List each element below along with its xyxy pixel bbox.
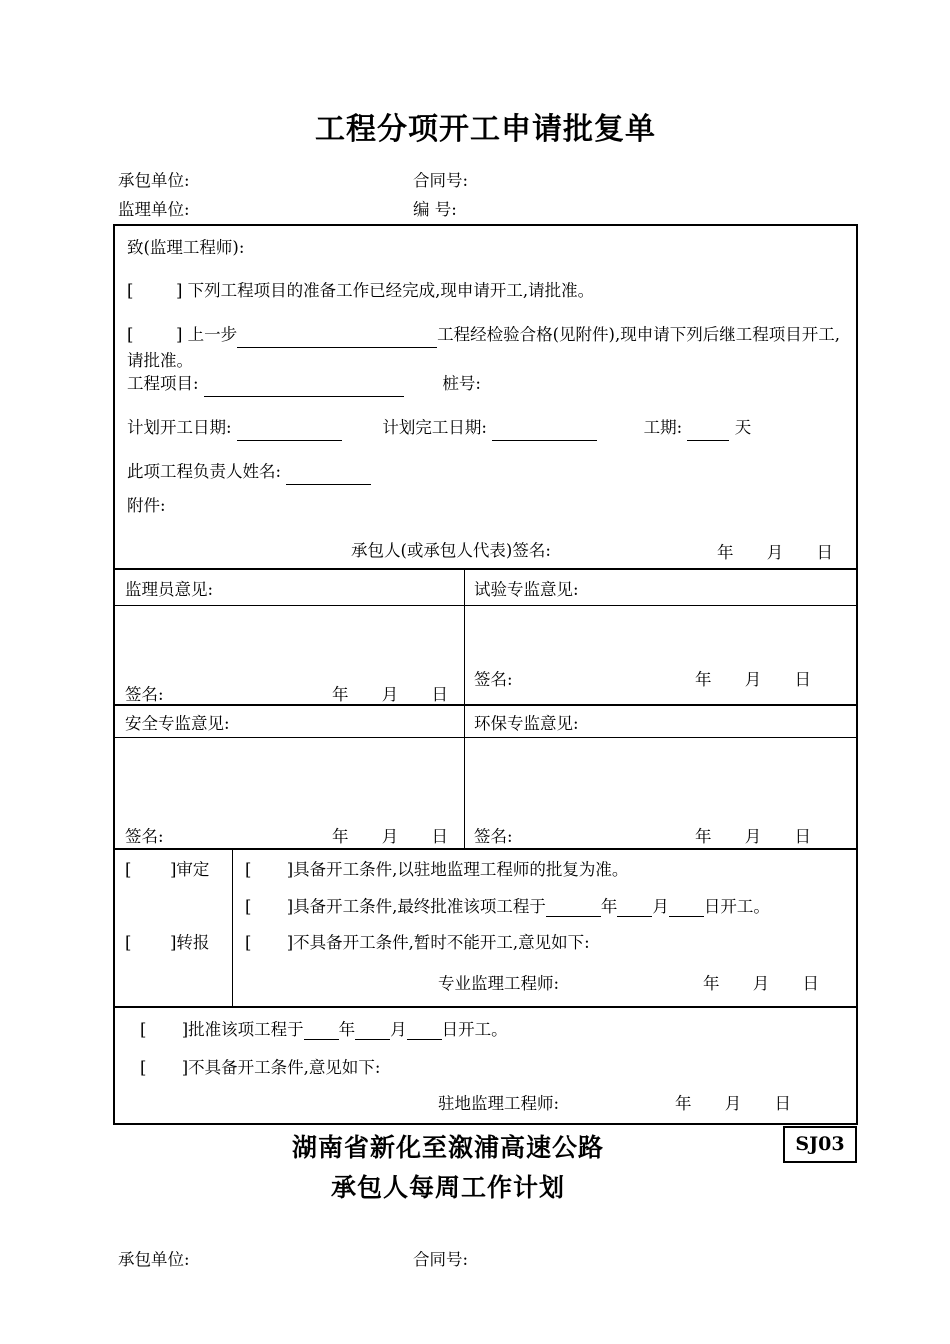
approval-option-1[interactable] [245, 856, 628, 880]
final-option-1-prefix: ]批准该项工程于 [181, 1020, 304, 1039]
checkbox-open-bracket[interactable]: [ [125, 933, 132, 952]
application-option-1-text: 下列工程项目的准备工作已经完成,现申请开工,请批准。 [187, 281, 595, 300]
checkbox-close-bracket[interactable]: ] [175, 281, 183, 300]
resident-engineer-label: 驻地监理工程师: [438, 1094, 560, 1113]
header-row-contractor [118, 168, 858, 194]
planned-finish-input[interactable] [492, 416, 597, 441]
test-chief-opinion-label: 试验专监意见: [474, 580, 579, 599]
responsible-person-input[interactable] [286, 460, 371, 485]
duration-label: 工期: [643, 418, 683, 437]
divider-opinion-row-b-top [115, 704, 856, 706]
final-option-1-year: 年 [338, 1020, 356, 1039]
duration-input[interactable] [687, 416, 729, 441]
divider-opinion-row-b-label [115, 737, 856, 738]
page-title: 工程分项开工申请批复单 [315, 112, 656, 147]
contractor-signature-label: 承包人(或承包人代表)签名: [351, 541, 551, 560]
project-item-input[interactable] [204, 372, 404, 397]
contract-no-label: 合同号: [413, 171, 469, 190]
divider-opinion-row-a-label [115, 605, 856, 606]
attachment-label: 附件: [127, 496, 166, 515]
contractor-unit-label: 承包单位: [118, 171, 190, 190]
approval-day-input[interactable] [669, 897, 704, 917]
approval-month-input[interactable] [617, 897, 652, 917]
application-option-2-suffix: 工程经检验合格(见附件),现申请下列后继工程项目开工,请批准。 [127, 325, 840, 370]
checkbox-close-bracket[interactable]: ] [175, 325, 183, 344]
project-item-row [127, 372, 481, 397]
next-form-contract-no-label: 合同号: [413, 1250, 469, 1269]
final-option-1-month: 月 [390, 1020, 407, 1039]
contractor-signature-date: 年 月 日 [717, 543, 847, 562]
approval-option-2-month: 月 [652, 897, 669, 916]
final-day-input[interactable] [407, 1020, 442, 1040]
professional-engineer-label: 专业监理工程师: [438, 974, 560, 993]
checkbox-open-bracket[interactable]: [ [140, 1020, 147, 1039]
project-item-label: 工程项目: [127, 374, 199, 393]
serial-no-label: 编 号: [413, 200, 457, 219]
approval-option-3-text: ]不具备开工条件,暂时不能开工,意见如下: [286, 933, 590, 952]
application-option-2-prefix: 上一步 [187, 325, 238, 344]
pile-no-label: 桩号: [442, 374, 481, 393]
header-row-supervision [118, 197, 858, 223]
divider-opinion-row-a-center [464, 568, 465, 704]
next-form-title-line-1: 湖南省新化至溆浦高速公路 [291, 1133, 604, 1162]
form-code-badge: SJ03 [783, 1126, 857, 1163]
approval-option-2-day: 日开工。 [703, 897, 770, 916]
previous-step-input[interactable] [237, 322, 437, 348]
supervisor-signature-date: 年 月 日 [332, 685, 462, 704]
schedule-row [127, 416, 751, 441]
application-option-2 [127, 322, 849, 373]
main-form-table [113, 224, 858, 1125]
approval-left-option-forward-text: 转报 [176, 933, 210, 952]
checkbox-close-bracket[interactable]: ] [169, 933, 177, 952]
supervisor-opinion-label: 监理员意见: [125, 580, 214, 599]
final-year-input[interactable] [304, 1020, 339, 1040]
approval-option-1-text: ]具备开工条件,以驻地监理工程师的批复为准。 [286, 860, 629, 879]
next-form-title-line-2: 承包人每周工作计划 [330, 1173, 565, 1202]
checkbox-open-bracket[interactable]: [ [127, 281, 134, 300]
planned-finish-label: 计划完工日期: [382, 418, 487, 437]
divider-opinions-top [115, 568, 856, 570]
final-option-2[interactable] [140, 1054, 380, 1078]
approval-left-option-forward[interactable] [125, 929, 209, 953]
final-option-1-day: 日开工。 [441, 1020, 508, 1039]
checkbox-close-bracket[interactable]: ] [169, 860, 177, 879]
responsible-person-label: 此项工程负责人姓名: [127, 462, 282, 481]
checkbox-open-bracket[interactable]: [ [140, 1058, 147, 1077]
approval-option-2-year: 年 [600, 897, 618, 916]
supervisor-signature-label: 签名: [125, 685, 164, 704]
divider-final-top [115, 1006, 856, 1008]
approval-left-option-review[interactable] [125, 856, 209, 880]
divider-opinion-row-b-center [464, 704, 465, 848]
approval-left-option-review-text: 审定 [176, 860, 210, 879]
next-form-contractor-unit-label: 承包单位: [118, 1250, 190, 1269]
next-form-header-row [118, 1247, 858, 1273]
planned-start-input[interactable] [237, 416, 342, 441]
safety-chief-signature-date: 年 月 日 [332, 827, 462, 846]
approval-option-3[interactable] [245, 929, 590, 953]
final-option-1[interactable] [140, 1016, 508, 1040]
checkbox-open-bracket[interactable]: [ [245, 860, 252, 879]
checkbox-open-bracket[interactable]: [ [125, 860, 132, 879]
professional-engineer-date: 年 月 日 [703, 974, 833, 993]
final-month-input[interactable] [355, 1020, 390, 1040]
addressee-label: 致(监理工程师): [127, 238, 245, 257]
approval-option-2-prefix: ]具备开工条件,最终批准该项工程于 [286, 897, 546, 916]
application-section [115, 226, 856, 568]
safety-chief-opinion-label: 安全专监意见: [125, 714, 230, 733]
approval-year-input[interactable] [546, 897, 601, 917]
divider-approval-left-column [232, 848, 233, 1006]
test-chief-signature-date: 年 月 日 [695, 670, 825, 689]
resident-engineer-date: 年 月 日 [675, 1094, 805, 1113]
final-option-2-text: ]不具备开工条件,意见如下: [181, 1058, 381, 1077]
approval-option-2[interactable] [245, 893, 770, 917]
supervision-unit-label: 监理单位: [118, 200, 190, 219]
application-option-1 [127, 279, 594, 303]
test-chief-signature-label: 签名: [474, 670, 513, 689]
planned-start-label: 计划开工日期: [127, 418, 232, 437]
environment-chief-opinion-label: 环保专监意见: [474, 714, 579, 733]
checkbox-open-bracket[interactable]: [ [245, 933, 252, 952]
environment-chief-signature-date: 年 月 日 [695, 827, 825, 846]
environment-chief-signature-label: 签名: [474, 827, 513, 846]
responsible-person-row [127, 460, 371, 485]
checkbox-open-bracket[interactable]: [ [245, 897, 252, 916]
checkbox-open-bracket[interactable]: [ [127, 325, 134, 344]
safety-chief-signature-label: 签名: [125, 827, 164, 846]
duration-unit: 天 [734, 418, 752, 437]
divider-approval-top [115, 848, 856, 850]
